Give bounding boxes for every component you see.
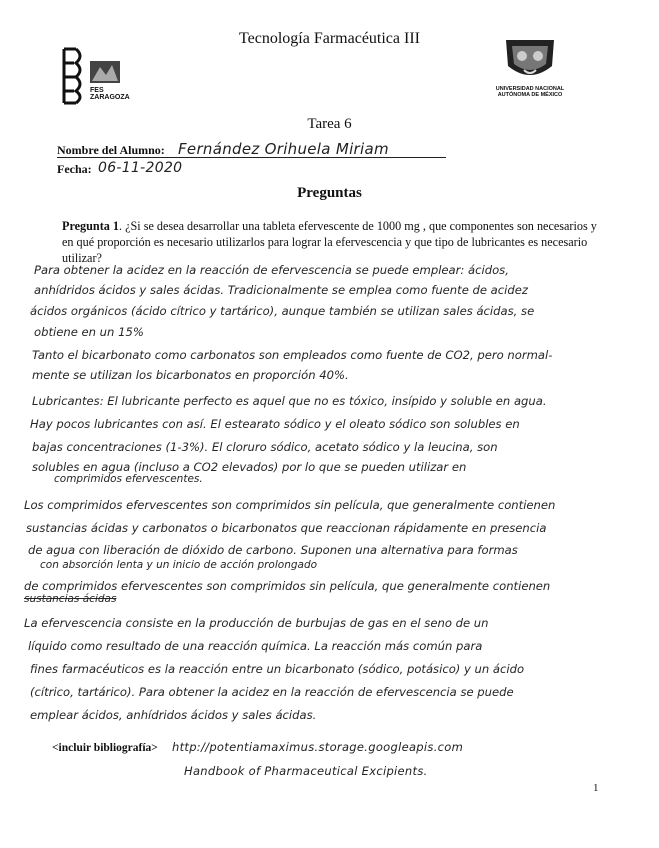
answer-line: La efervescencia consiste en la producción de burbujas de gas en el seno de un	[24, 616, 489, 630]
fes-logo	[56, 45, 128, 107]
bibliography-book: Handbook of Pharmaceutical Excipients.	[184, 764, 428, 778]
date-label: Fecha:	[57, 162, 92, 176]
question-1	[62, 218, 598, 266]
answer-line: sustancias ácidas y carbonatos o bicarbonatos que reaccionan rápidamente en presencia	[26, 521, 547, 535]
unam-logo	[494, 36, 566, 106]
question-text: . ¿Si se desea desarrollar una tableta efervescente de 1000 mg , que componentes son necesarios y en qué proporción es necesario utilizarlos para lograr la efervescencia y que tipo de lubricantes es necesario utilizar?	[62, 219, 597, 265]
answer-line: de agua con liberación de dióxido de carbono. Suponen una alternativa para formas	[28, 543, 518, 557]
fes-logo-text: FES ZARAGOZA	[90, 87, 130, 101]
answer-line: mente se utilizan los bicarbonatos en proporción 40%.	[32, 368, 349, 382]
bibliography-url: http://potentiamaximus.storage.googleapis.com	[172, 740, 464, 754]
answer-line: ácidos orgánicos (ácido cítrico y tartárico), aunque también se utilizan sales ácidas, se	[30, 304, 535, 318]
answer-line: comprimidos efervescentes.	[54, 473, 203, 485]
student-name-label: Nombre del Alumno:	[57, 143, 165, 157]
answer-line: emplear ácidos, anhídridos ácidos y sales ácidas.	[30, 708, 317, 722]
date-value: 06-11-2020	[98, 160, 183, 176]
answer-line: de comprimidos efervescentes son comprimidos sin película, que generalmente contienen	[24, 579, 551, 593]
answer-line: obtiene en un 15%	[34, 325, 144, 339]
answer-line: solubles en agua (incluso a CO2 elevados) por lo que se pueden utilizar en	[32, 460, 467, 474]
unam-shield-icon	[494, 36, 566, 86]
answer-line: Hay pocos lubricantes con así. El estearato sódico y el oleato sódico son solubles en	[30, 417, 520, 431]
answer-line-struck: sustancias ácidas	[24, 593, 117, 605]
page-number: 1	[593, 782, 599, 794]
student-name-value: Fernández Orihuela Miriam	[178, 140, 389, 158]
answer-line: (cítrico, tartárico). Para obtener la acidez en la reacción de efervescencia se puede	[30, 685, 514, 699]
bibliography-label: <incluir bibliografía>	[52, 742, 158, 754]
section-title: Preguntas	[297, 185, 362, 201]
unam-logo-text: UNIVERSIDAD NACIONAL AUTÓNOMA DE MÉXICO	[495, 86, 565, 98]
answer-line: Los comprimidos efervescentes son comprimidos sin película, que generalmente contienen	[24, 498, 556, 512]
answer-line: líquido como resultado de una reacción química. La reacción más común para	[28, 639, 483, 653]
assignment-title: Tarea 6	[307, 116, 352, 132]
answer-line: Lubricantes: El lubricante perfecto es aquel que no es tóxico, insípido y soluble en agua.	[32, 394, 547, 408]
answer-line: bajas concentraciones (1-3%). El cloruro sódico, acetato sódico y la leucina, son	[32, 440, 498, 454]
course-title: Tecnología Farmacéutica III	[238, 30, 420, 47]
question-label: Pregunta 1	[62, 219, 119, 233]
answer-line: con absorción lenta y un inicio de acción prolongado	[40, 559, 318, 571]
answer-line: fines farmacéuticos es la reacción entre un bicarbonato (sódico, potásico) y un ácido	[30, 662, 525, 676]
answer-line: Tanto el bicarbonato como carbonatos son empleados como fuente de CO2, pero normal-	[32, 348, 553, 362]
answer-line: Para obtener la acidez en la reacción de efervescencia se puede emplear: ácidos,	[34, 263, 509, 277]
answer-line: anhídridos ácidos y sales ácidas. Tradicionalmente se emplea como fuente de acidez	[34, 283, 528, 297]
